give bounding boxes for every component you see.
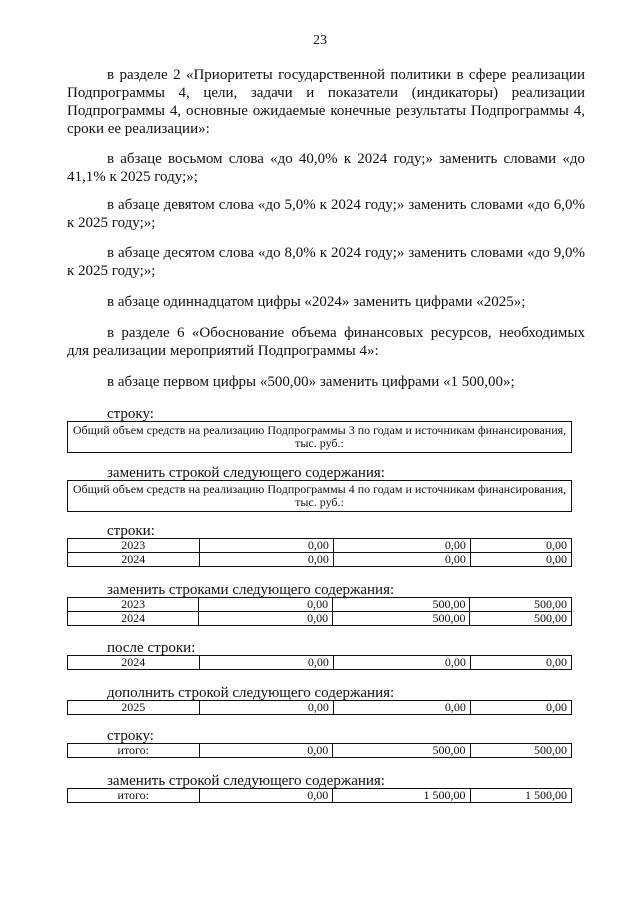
table-row bbox=[68, 744, 572, 758]
table-cell: 0,00 bbox=[470, 656, 571, 670]
table-cell: 500,00 bbox=[470, 598, 572, 612]
table-cell: 0,00 bbox=[199, 744, 333, 758]
table-cell: 2024 bbox=[68, 656, 200, 670]
table-cell: 0,00 bbox=[199, 701, 333, 715]
table-row bbox=[68, 539, 572, 553]
table-cell: 0,00 bbox=[333, 656, 470, 670]
paragraph-abzac-8: в абзаце восьмом слова «до 40,0% к 2024 году;» заменить словами «до 41,1% к 2025 году;»; bbox=[67, 151, 585, 185]
table-cell: 500,00 bbox=[333, 598, 470, 612]
table-row bbox=[68, 553, 572, 567]
table-cell: 2024 bbox=[68, 612, 199, 626]
paragraph-abzac-10: в абзаце десятом слова «до 8,0% к 2024 году;» заменить словами «до 9,0% к 2025 году;»; bbox=[67, 245, 585, 279]
table-cell: 500,00 bbox=[470, 612, 572, 626]
table-row bbox=[68, 701, 572, 715]
block-label: заменить строкой следующего содержания: bbox=[107, 773, 385, 789]
amendment-table bbox=[67, 788, 572, 803]
table-cell: 1 500,00 bbox=[333, 789, 470, 803]
table-row bbox=[68, 612, 572, 626]
table-cell: итого: bbox=[68, 789, 200, 803]
quoted-row-box: Общий объем средств на реализацию Подпрограммы 4 по годам и источникам финансирования, тыс. руб.: bbox=[67, 480, 572, 512]
table-cell: 0,00 bbox=[470, 701, 571, 715]
amendment-table bbox=[67, 743, 572, 758]
block-label: заменить строкой следующего содержания: bbox=[107, 465, 385, 481]
table-cell: 2023 bbox=[68, 539, 200, 553]
quoted-row-box: Общий объем средств на реализацию Подпрограммы 3 по годам и источникам финансирования, тыс. руб.: bbox=[67, 421, 572, 453]
amendment-table bbox=[67, 538, 572, 567]
block-label: после строки: bbox=[107, 640, 196, 656]
table-cell: 0,00 bbox=[199, 598, 333, 612]
table-cell: 0,00 bbox=[470, 539, 571, 553]
paragraph-abzac-1: в абзаце первом цифры «500,00» заменить цифрами «1 500,00»; bbox=[107, 374, 515, 390]
amendment-table bbox=[67, 597, 572, 626]
table-cell: 2025 bbox=[68, 701, 200, 715]
table-cell: 500,00 bbox=[470, 744, 571, 758]
block-label: строки: bbox=[107, 523, 155, 539]
table-row bbox=[68, 656, 572, 670]
block-label: строку: bbox=[107, 406, 154, 422]
table-cell: 2023 bbox=[68, 598, 199, 612]
table-cell: 2024 bbox=[68, 553, 200, 567]
block-label: дополнить строкой следующего содержания: bbox=[107, 685, 395, 701]
table-row bbox=[68, 598, 572, 612]
table-cell: 0,00 bbox=[199, 656, 333, 670]
amendment-table bbox=[67, 655, 572, 670]
table-cell: 0,00 bbox=[333, 553, 470, 567]
table-cell: 0,00 bbox=[199, 539, 333, 553]
block-label: строку: bbox=[107, 728, 154, 744]
amendment-table bbox=[67, 700, 572, 715]
table-cell: 0,00 bbox=[470, 553, 571, 567]
table-cell: итого: bbox=[68, 744, 200, 758]
table-cell: 0,00 bbox=[333, 701, 470, 715]
block-label: заменить строками следующего содержания: bbox=[107, 582, 395, 598]
table-cell: 0,00 bbox=[199, 553, 333, 567]
paragraph-abzac-11: в абзаце одиннадцатом цифры «2024» заменить цифрами «2025»; bbox=[107, 294, 526, 310]
table-cell: 500,00 bbox=[333, 744, 470, 758]
table-cell: 500,00 bbox=[333, 612, 470, 626]
paragraph-section-2: в разделе 2 «Приоритеты государственной политики в сфере реализации Подпрограммы 4, цели, задачи и показатели (индикаторы) реализации Подпрограммы 4, основные ожидаемые конечные результаты Подпрограммы 4, сроки ее реализации»: bbox=[67, 67, 585, 137]
page-number: 23 bbox=[313, 33, 327, 48]
paragraph-abzac-9: в абзаце девятом слова «до 5,0% к 2024 году;» заменить словами «до 6,0% к 2025 году;»; bbox=[67, 197, 585, 231]
table-cell: 0,00 bbox=[199, 789, 333, 803]
table-cell: 1 500,00 bbox=[470, 789, 571, 803]
paragraph-section-6: в разделе 6 «Обоснование объема финансовых ресурсов, необходимых для реализации мероприятий Подпрограммы 4»: bbox=[67, 325, 585, 359]
table-cell: 0,00 bbox=[199, 612, 333, 626]
table-row bbox=[68, 789, 572, 803]
table-cell: 0,00 bbox=[333, 539, 470, 553]
